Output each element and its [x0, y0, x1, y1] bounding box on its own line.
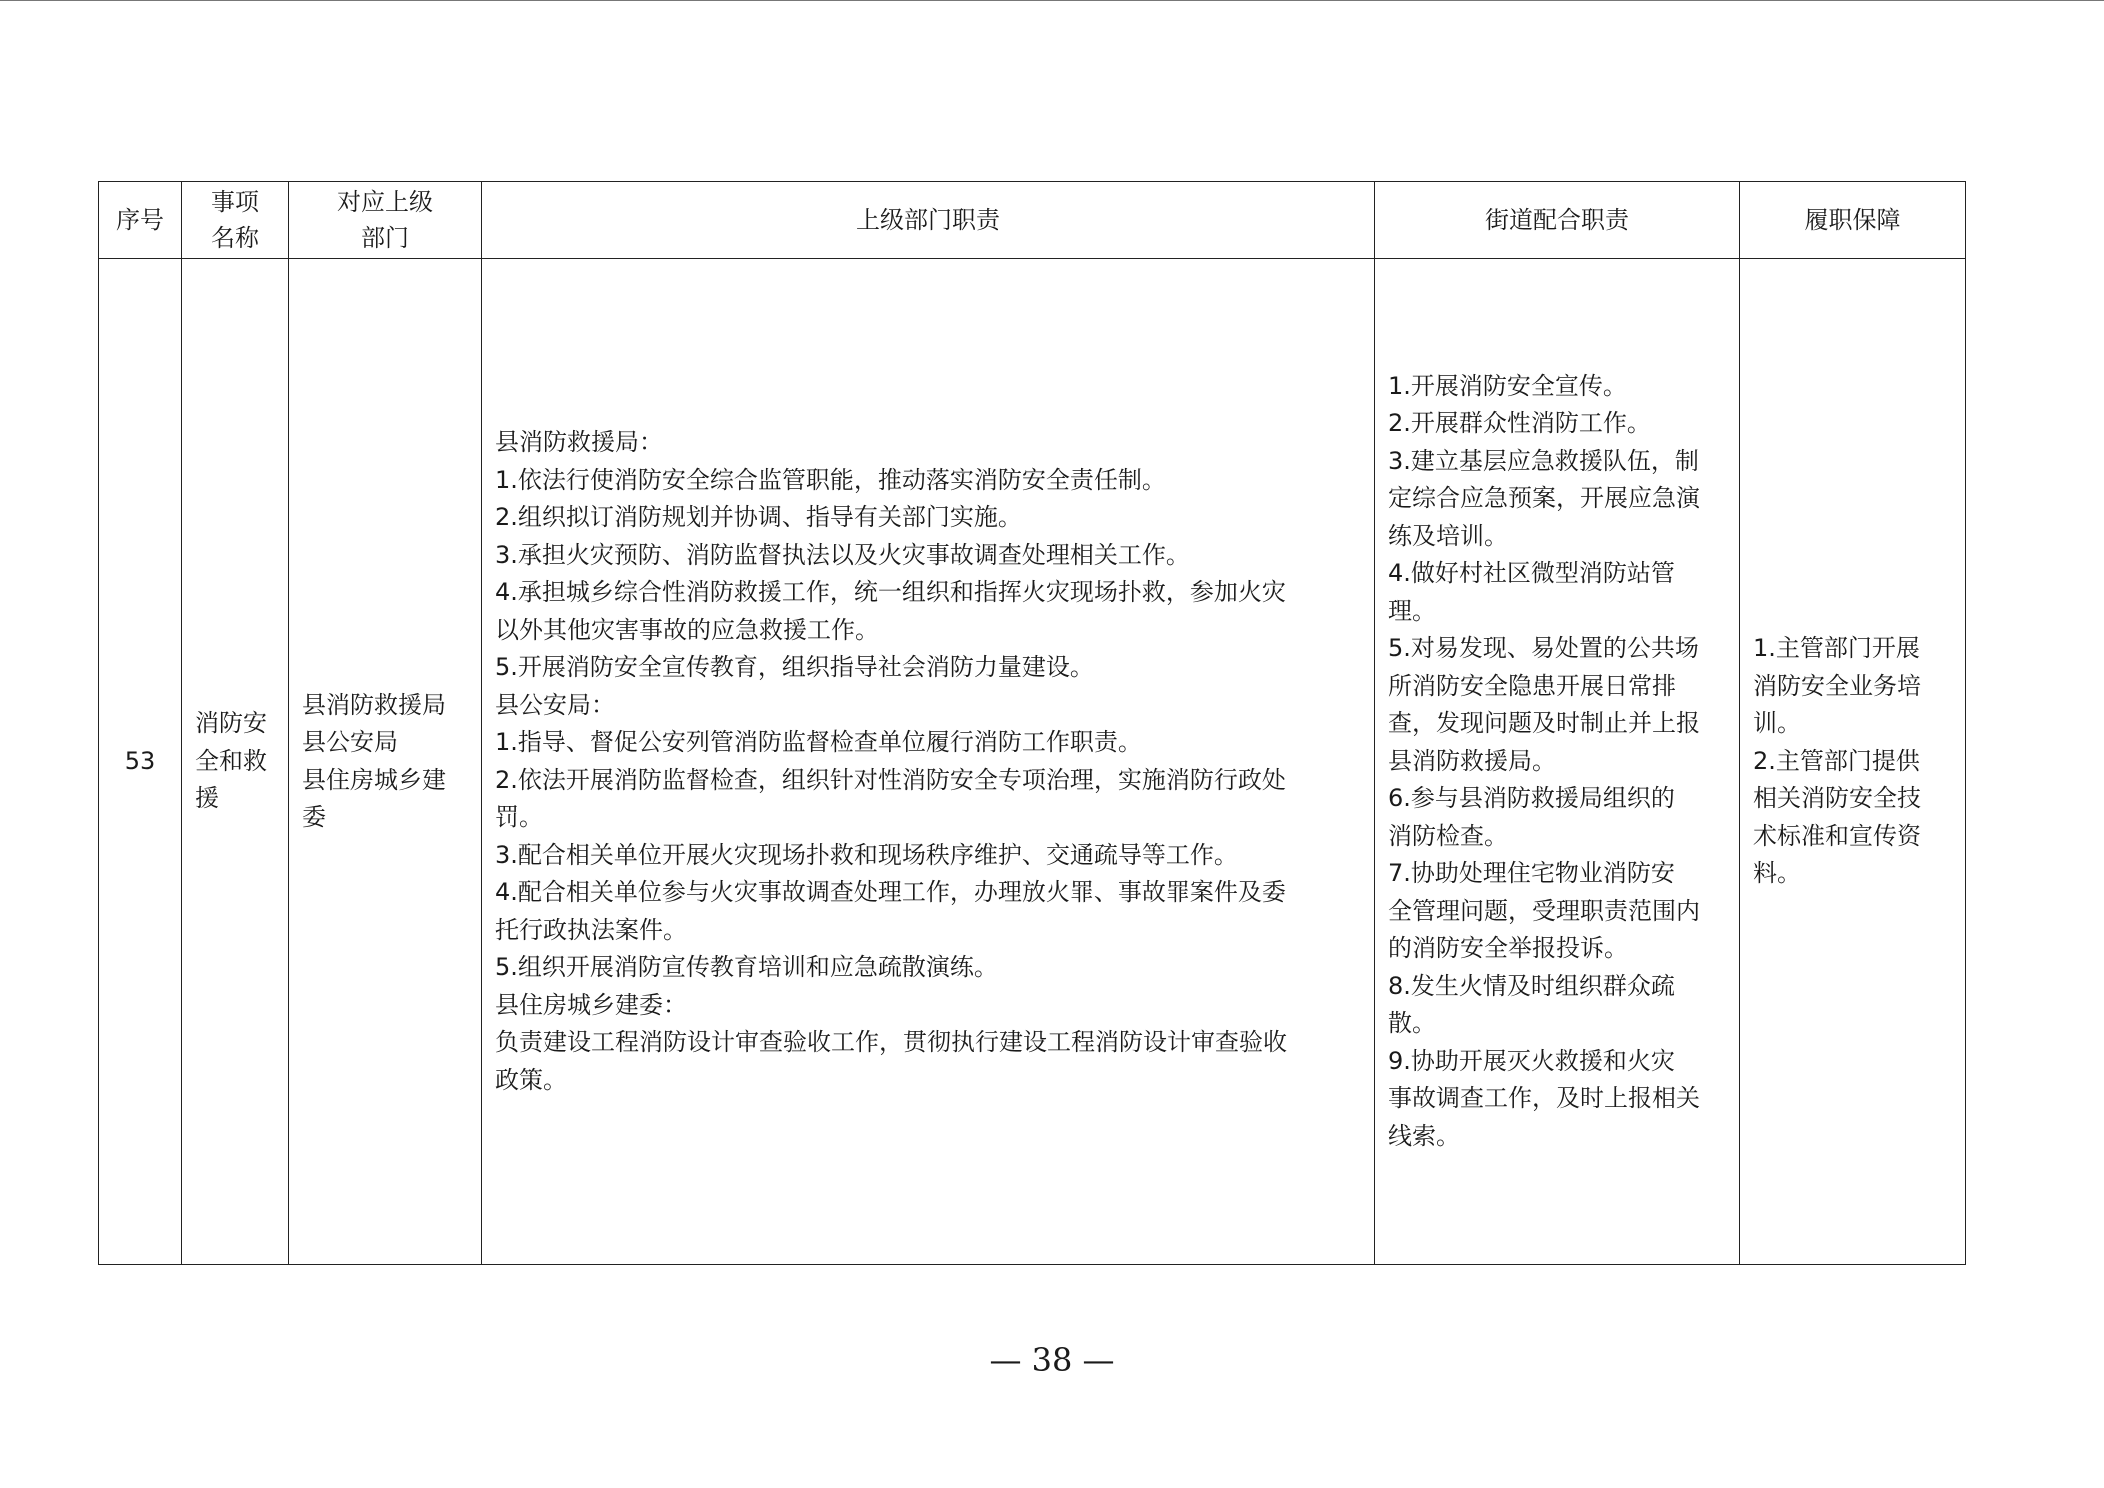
text-line: 县消防救援局： — [495, 428, 663, 456]
text-line: 的消防安全举报投诉。 — [1388, 934, 1628, 963]
header-seq — [99, 182, 182, 259]
text-line: 政策。 — [495, 1065, 567, 1094]
text-line: 2.主管部门提供 — [1753, 746, 1920, 775]
text-line: 委 — [302, 803, 326, 831]
duty-table — [98, 181, 1966, 1265]
text-line: 负责建设工程消防设计审查验收工作，贯彻执行建设工程消防设计审查验收 — [495, 1028, 1287, 1056]
text-line: 理。 — [1388, 596, 1436, 625]
text-line: 练及培训。 — [1388, 521, 1508, 550]
text-line: 消防安全业务培 — [1753, 671, 1921, 700]
text-line: 1.开展消防安全宣传。 — [1388, 371, 1627, 400]
text-line: 履职保障 — [1804, 206, 1901, 234]
cell-superior-dept — [289, 259, 482, 1265]
text-line: 县住房城乡建委： — [495, 990, 687, 1019]
cell-guarantee — [1740, 259, 1966, 1265]
text-line: 事故调查工作，及时上报相关 — [1388, 1084, 1700, 1113]
text-line: 罚。 — [495, 803, 543, 831]
text-line: 2.依法开展消防监督检查，组织针对性消防安全专项治理，实施消防行政处 — [495, 765, 1286, 794]
text-line: 训。 — [1753, 709, 1801, 738]
text-line: 1.主管部门开展 — [1753, 634, 1920, 663]
text-line: 街道配合职责 — [1485, 206, 1629, 234]
text-line: 4.做好村社区微型消防站管 — [1388, 559, 1675, 588]
text-line: 术标准和宣传资 — [1753, 821, 1921, 850]
cell-superior-duties — [482, 259, 1375, 1265]
text-line: 7.协助处理住宅物业消防安 — [1388, 859, 1675, 888]
text-line: 县公安局 — [302, 728, 398, 756]
text-line: 托行政执法案件。 — [495, 915, 687, 944]
text-line: 相关消防安全技 — [1753, 784, 1921, 813]
text-line: 5.对易发现、易处置的公共场 — [1388, 634, 1699, 663]
text-line: 1.依法行使消防安全综合监管职能，推动落实消防安全责任制。 — [495, 465, 1166, 494]
text-line: 6.参与县消防救援局组织的 — [1388, 784, 1675, 813]
table-header-row — [99, 182, 1966, 259]
text-line: 料。 — [1753, 859, 1801, 888]
text-line: 定综合应急预案，开展应急演 — [1388, 484, 1700, 513]
text-line: 上级部门职责 — [856, 206, 1000, 234]
text-line: 5.组织开展消防宣传教育培训和应急疏散演练。 — [495, 953, 998, 981]
text-line: 序号 — [116, 206, 164, 234]
text-line: 全管理问题，受理职责范围内 — [1388, 896, 1700, 925]
cell-seq: 53 — [99, 259, 182, 1265]
text-line: 县消防救援局 — [302, 690, 446, 719]
text-line: 线索。 — [1388, 1121, 1460, 1150]
text-line: 消防检查。 — [1388, 821, 1508, 850]
text-line: 名称 — [211, 224, 259, 252]
text-line: 1.指导、督促公安列管消防监督检查单位履行消防工作职责。 — [495, 728, 1142, 756]
page-number: — 38 — — [989, 1341, 1115, 1379]
text-line: 县住房城乡建 — [302, 765, 446, 794]
text-line: 对应上级 — [337, 188, 433, 216]
text-line: 全和救 — [195, 746, 267, 775]
header-superior-duties — [482, 182, 1375, 259]
text-line: 3.承担火灾预防、消防监督执法以及火灾事故调查处理相关工作。 — [495, 540, 1190, 569]
top-border-line — [0, 0, 2104, 1]
text-line: 4.承担城乡综合性消防救援工作，统一组织和指挥火灾现场扑救，参加火灾 — [495, 578, 1286, 606]
cell-street-duties — [1375, 259, 1740, 1265]
text-line: 8.发生火情及时组织群众疏 — [1388, 971, 1675, 1000]
text-line: 4.配合相关单位参与火灾事故调查处理工作，办理放火罪、事故罪案件及委 — [495, 878, 1286, 906]
text-line: 部门 — [361, 224, 409, 252]
text-line: 所消防安全隐患开展日常排 — [1388, 671, 1676, 700]
header-street-duties — [1375, 182, 1740, 259]
header-guarantee — [1740, 182, 1966, 259]
text-line: 以外其他灾害事故的应急救援工作。 — [495, 615, 879, 644]
header-item-name — [182, 182, 289, 259]
text-line: 3.配合相关单位开展火灾现场扑救和现场秩序维护、交通疏导等工作。 — [495, 840, 1238, 869]
text-line: 事项 — [211, 188, 259, 216]
cell-item-name — [182, 259, 289, 1265]
text-line: 散。 — [1388, 1009, 1436, 1038]
text-line: 县消防救援局。 — [1388, 746, 1556, 775]
text-line: 9.协助开展灭火救援和火灾 — [1388, 1046, 1675, 1075]
table-row — [99, 259, 1966, 1265]
text-line: 消防安 — [195, 709, 267, 738]
text-line: 查，发现问题及时制止并上报 — [1388, 709, 1700, 738]
header-superior-dept — [289, 182, 482, 259]
text-line: 县公安局： — [495, 690, 615, 719]
text-line: 援 — [195, 784, 219, 813]
text-line: 3.建立基层应急救援队伍，制 — [1388, 446, 1699, 475]
text-line: 2.组织拟订消防规划并协调、指导有关部门实施。 — [495, 503, 1022, 531]
text-line: 5.开展消防安全宣传教育，组织指导社会消防力量建设。 — [495, 653, 1094, 681]
text-line: 2.开展群众性消防工作。 — [1388, 409, 1651, 438]
